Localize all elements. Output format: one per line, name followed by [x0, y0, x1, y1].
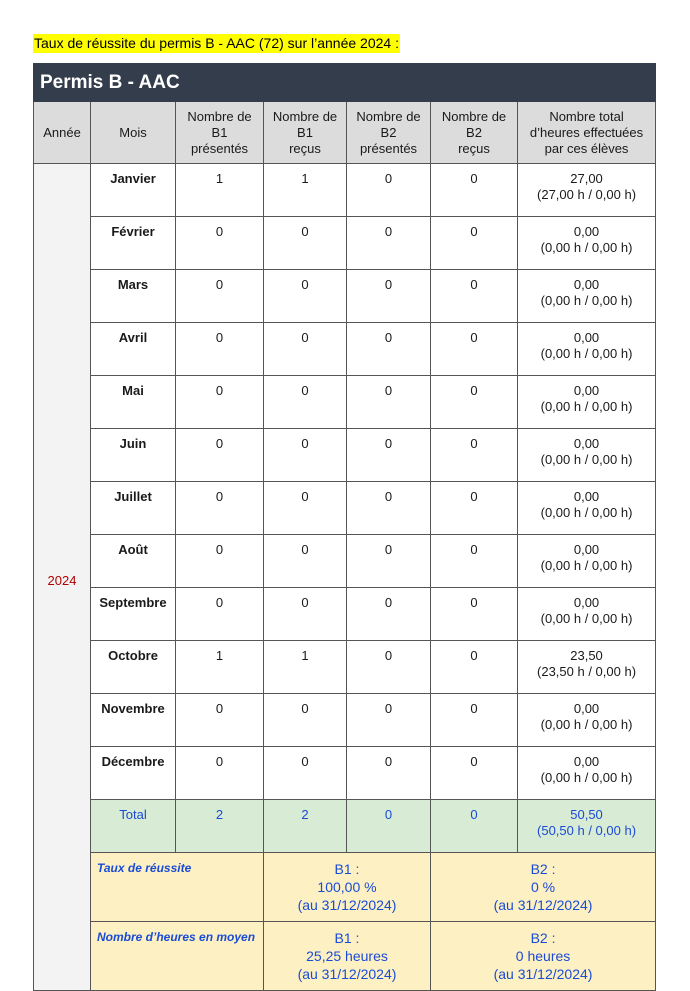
- month-cell: Janvier: [91, 164, 176, 217]
- header-hours: Nombre total d’heures effectuées par ces élèves: [518, 102, 656, 164]
- b1-received-cell: 1: [264, 164, 347, 217]
- table-row: [34, 535, 656, 588]
- b1-received-cell: 0: [264, 747, 347, 800]
- total-b1-received: 2: [264, 800, 347, 853]
- b2-presented-cell: 0: [347, 270, 431, 323]
- hours-cell: 0,00 (0,00 h / 0,00 h): [518, 323, 656, 376]
- b2-received-cell: 0: [431, 164, 518, 217]
- b1-presented-cell: 0: [176, 535, 264, 588]
- table-row: [34, 164, 656, 217]
- b2-presented-cell: 0: [347, 535, 431, 588]
- b1-received-cell: 0: [264, 270, 347, 323]
- avg-hours-b1: B1 : 25,25 heures (au 31/12/2024): [264, 922, 431, 991]
- b2-received-cell: 0: [431, 747, 518, 800]
- total-row: [34, 800, 656, 853]
- b1-presented-cell: 0: [176, 323, 264, 376]
- table-row: [34, 217, 656, 270]
- month-cell: Juin: [91, 429, 176, 482]
- b1-received-cell: 0: [264, 694, 347, 747]
- header-b1-received: Nombre de B1 reçus: [264, 102, 347, 164]
- table-row: [34, 747, 656, 800]
- b1-received-cell: 0: [264, 376, 347, 429]
- total-b2-presented: 0: [347, 800, 431, 853]
- b2-presented-cell: 0: [347, 588, 431, 641]
- b1-presented-cell: 0: [176, 429, 264, 482]
- b1-presented-cell: 0: [176, 588, 264, 641]
- total-b1-presented: 2: [176, 800, 264, 853]
- table-row: [34, 694, 656, 747]
- b1-presented-cell: 0: [176, 694, 264, 747]
- b1-presented-cell: 0: [176, 270, 264, 323]
- b2-received-cell: 0: [431, 217, 518, 270]
- total-b2-received: 0: [431, 800, 518, 853]
- b2-presented-cell: 0: [347, 694, 431, 747]
- success-rate-label: Taux de réussite: [91, 853, 264, 922]
- b2-received-cell: 0: [431, 482, 518, 535]
- b2-presented-cell: 0: [347, 217, 431, 270]
- success-rate-b2: B2 : 0 % (au 31/12/2024): [431, 853, 656, 922]
- table-row: [34, 482, 656, 535]
- avg-hours-b2: B2 : 0 heures (au 31/12/2024): [431, 922, 656, 991]
- hours-cell: 0,00 (0,00 h / 0,00 h): [518, 376, 656, 429]
- b2-presented-cell: 0: [347, 482, 431, 535]
- month-cell: Août: [91, 535, 176, 588]
- avg-hours-label: Nombre d’heures en moyen: [91, 922, 264, 991]
- year-cell: 2024: [34, 164, 91, 991]
- hours-cell: 0,00 (0,00 h / 0,00 h): [518, 429, 656, 482]
- b2-received-cell: 0: [431, 535, 518, 588]
- results-table: [33, 63, 656, 991]
- success-rate-b1: B1 : 100,00 % (au 31/12/2024): [264, 853, 431, 922]
- b1-presented-cell: 0: [176, 217, 264, 270]
- b2-presented-cell: 0: [347, 323, 431, 376]
- b1-presented-cell: 0: [176, 482, 264, 535]
- b1-presented-cell: 1: [176, 641, 264, 694]
- hours-cell: 0,00 (0,00 h / 0,00 h): [518, 747, 656, 800]
- table-row: [34, 323, 656, 376]
- month-cell: Mai: [91, 376, 176, 429]
- hours-cell: 27,00 (27,00 h / 0,00 h): [518, 164, 656, 217]
- month-cell: Octobre: [91, 641, 176, 694]
- hours-cell: 0,00 (0,00 h / 0,00 h): [518, 588, 656, 641]
- b2-received-cell: 0: [431, 694, 518, 747]
- month-cell: Mars: [91, 270, 176, 323]
- b2-received-cell: 0: [431, 270, 518, 323]
- month-cell: Avril: [91, 323, 176, 376]
- header-b2-received: Nombre de B2 reçus: [431, 102, 518, 164]
- b1-received-cell: 0: [264, 588, 347, 641]
- b2-received-cell: 0: [431, 641, 518, 694]
- b1-presented-cell: 1: [176, 164, 264, 217]
- b2-received-cell: 0: [431, 323, 518, 376]
- hours-cell: 0,00 (0,00 h / 0,00 h): [518, 270, 656, 323]
- table-row: [34, 429, 656, 482]
- hours-cell: 0,00 (0,00 h / 0,00 h): [518, 217, 656, 270]
- header-year: Année: [34, 102, 91, 164]
- total-hours: 50,50 (50,50 h / 0,00 h): [518, 800, 656, 853]
- month-cell: Septembre: [91, 588, 176, 641]
- total-label: Total: [91, 800, 176, 853]
- b2-received-cell: 0: [431, 588, 518, 641]
- header-row: [34, 102, 656, 164]
- month-cell: Décembre: [91, 747, 176, 800]
- month-cell: Février: [91, 217, 176, 270]
- b1-received-cell: 0: [264, 217, 347, 270]
- success-rate-row: [34, 853, 656, 922]
- b2-received-cell: 0: [431, 376, 518, 429]
- header-b2-presented: Nombre de B2 présentés: [347, 102, 431, 164]
- b1-received-cell: 0: [264, 482, 347, 535]
- page-title: Taux de réussite du permis B - AAC (72) sur l’année 2024 :: [34, 35, 399, 51]
- b1-received-cell: 0: [264, 323, 347, 376]
- table-banner: Permis B - AAC: [34, 64, 656, 102]
- b1-presented-cell: 0: [176, 747, 264, 800]
- b2-received-cell: 0: [431, 429, 518, 482]
- hours-cell: 0,00 (0,00 h / 0,00 h): [518, 694, 656, 747]
- hours-cell: 0,00 (0,00 h / 0,00 h): [518, 535, 656, 588]
- avg-hours-row: [34, 922, 656, 991]
- b2-presented-cell: 0: [347, 429, 431, 482]
- b1-presented-cell: 0: [176, 376, 264, 429]
- header-b1-presented: Nombre de B1 présentés: [176, 102, 264, 164]
- table-row: [34, 270, 656, 323]
- header-month: Mois: [91, 102, 176, 164]
- b2-presented-cell: 0: [347, 641, 431, 694]
- table-row: [34, 641, 656, 694]
- b2-presented-cell: 0: [347, 164, 431, 217]
- hours-cell: 0,00 (0,00 h / 0,00 h): [518, 482, 656, 535]
- b1-received-cell: 0: [264, 535, 347, 588]
- hours-cell: 23,50 (23,50 h / 0,00 h): [518, 641, 656, 694]
- table-row: [34, 376, 656, 429]
- month-cell: Juillet: [91, 482, 176, 535]
- b2-presented-cell: 0: [347, 376, 431, 429]
- table-row: [34, 588, 656, 641]
- b1-received-cell: 1: [264, 641, 347, 694]
- month-cell: Novembre: [91, 694, 176, 747]
- b1-received-cell: 0: [264, 429, 347, 482]
- b2-presented-cell: 0: [347, 747, 431, 800]
